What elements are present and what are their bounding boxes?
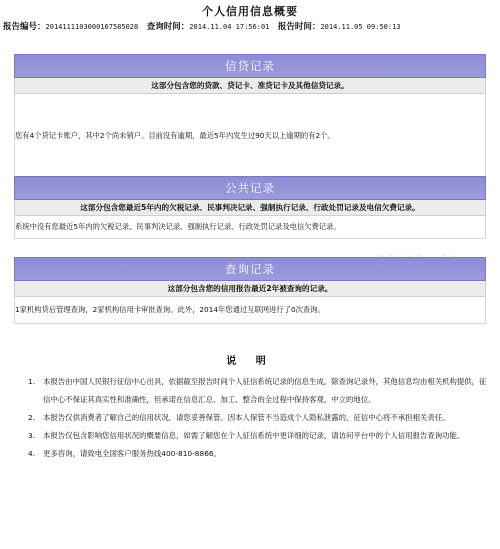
- query-time-value: 2014.11.04 17:56:01: [189, 23, 270, 31]
- notes-title: 说 明: [226, 356, 274, 367]
- public-record-body: 系统中没有您最近5年内的欠税记录、民事判决记录、强制执行记录、行政处罚记录及电信欠费记录。: [14, 216, 486, 239]
- note-item: [10, 373, 488, 409]
- note-text: 本报告仅包含影响您信用状况的概要信息，如需了解您在个人征信系统中更详细的记录，请访问平台中的个人信用报告查询功能。: [43, 431, 465, 440]
- public-record-heading: 公共记录: [14, 176, 486, 200]
- note-number: 2.: [28, 413, 36, 422]
- note-item: [10, 445, 488, 463]
- report-time-value: 2014.11.05 09:50:13: [320, 23, 401, 31]
- note-text: 本报告仅供消费者了解自己的信用状况，请您妥善保管。因本人保管不当造成个人隐私泄露的，征信中心将不承担相关责任。: [43, 413, 450, 422]
- report-meta: [3, 20, 499, 34]
- note-item: [10, 409, 488, 427]
- note-number: 4.: [28, 449, 36, 458]
- query-record-body: 1家机构贷后管理查询，2家机构信用卡审批查询。此外，2014年您通过互联网进行了0次查询。: [14, 297, 486, 324]
- note-text: 本报告由中国人民银行征信中心出具，依据截至报告时间个人征信系统记录的信息生成。除查询记录外，其他信息均由相关机构提供，征信中心不保证其真实性和准确性，但承诺在信息汇总、加工、整合的全过程中保持客观、中立的地位。: [43, 377, 487, 404]
- report-no-label: 报告编号：: [3, 22, 46, 32]
- note-number: 1.: [28, 377, 36, 386]
- credit-record-section: [14, 54, 486, 179]
- page-title: 个人信用信息概要: [202, 5, 298, 18]
- note-number: 3.: [28, 431, 36, 440]
- query-record-subtitle: 这部分包含您的信用报告最近2年被查询的记录。: [14, 281, 486, 297]
- public-record-section: [14, 176, 486, 239]
- note-text: 更多咨询，请致电全国客户服务热线400-810-8866。: [43, 449, 221, 458]
- report-time-label: 报告时间：: [277, 22, 321, 32]
- query-time-label: 查询时间：: [146, 22, 190, 32]
- query-record-section: [14, 257, 486, 324]
- notes-list: [10, 373, 488, 463]
- credit-record-body: 您有4个贷记卡账户，其中2个尚未销户。目前没有逾期，最近5年内发生过90天以上逾期的有2个。: [14, 94, 486, 179]
- credit-record-subtitle: 这部分包含您的贷款、贷记卡、准贷记卡及其他信贷记录。: [14, 78, 486, 94]
- credit-record-heading: 信贷记录: [14, 54, 486, 78]
- query-record-heading: 查询记录: [14, 257, 486, 281]
- report-no-value: 2014111103000167585028: [45, 23, 139, 31]
- public-record-subtitle: 这部分包含您最近5年内的欠税记录、民事判决记录、强制执行记录、行政处罚记录及电信欠费记录。: [14, 200, 486, 216]
- note-item: [10, 427, 488, 445]
